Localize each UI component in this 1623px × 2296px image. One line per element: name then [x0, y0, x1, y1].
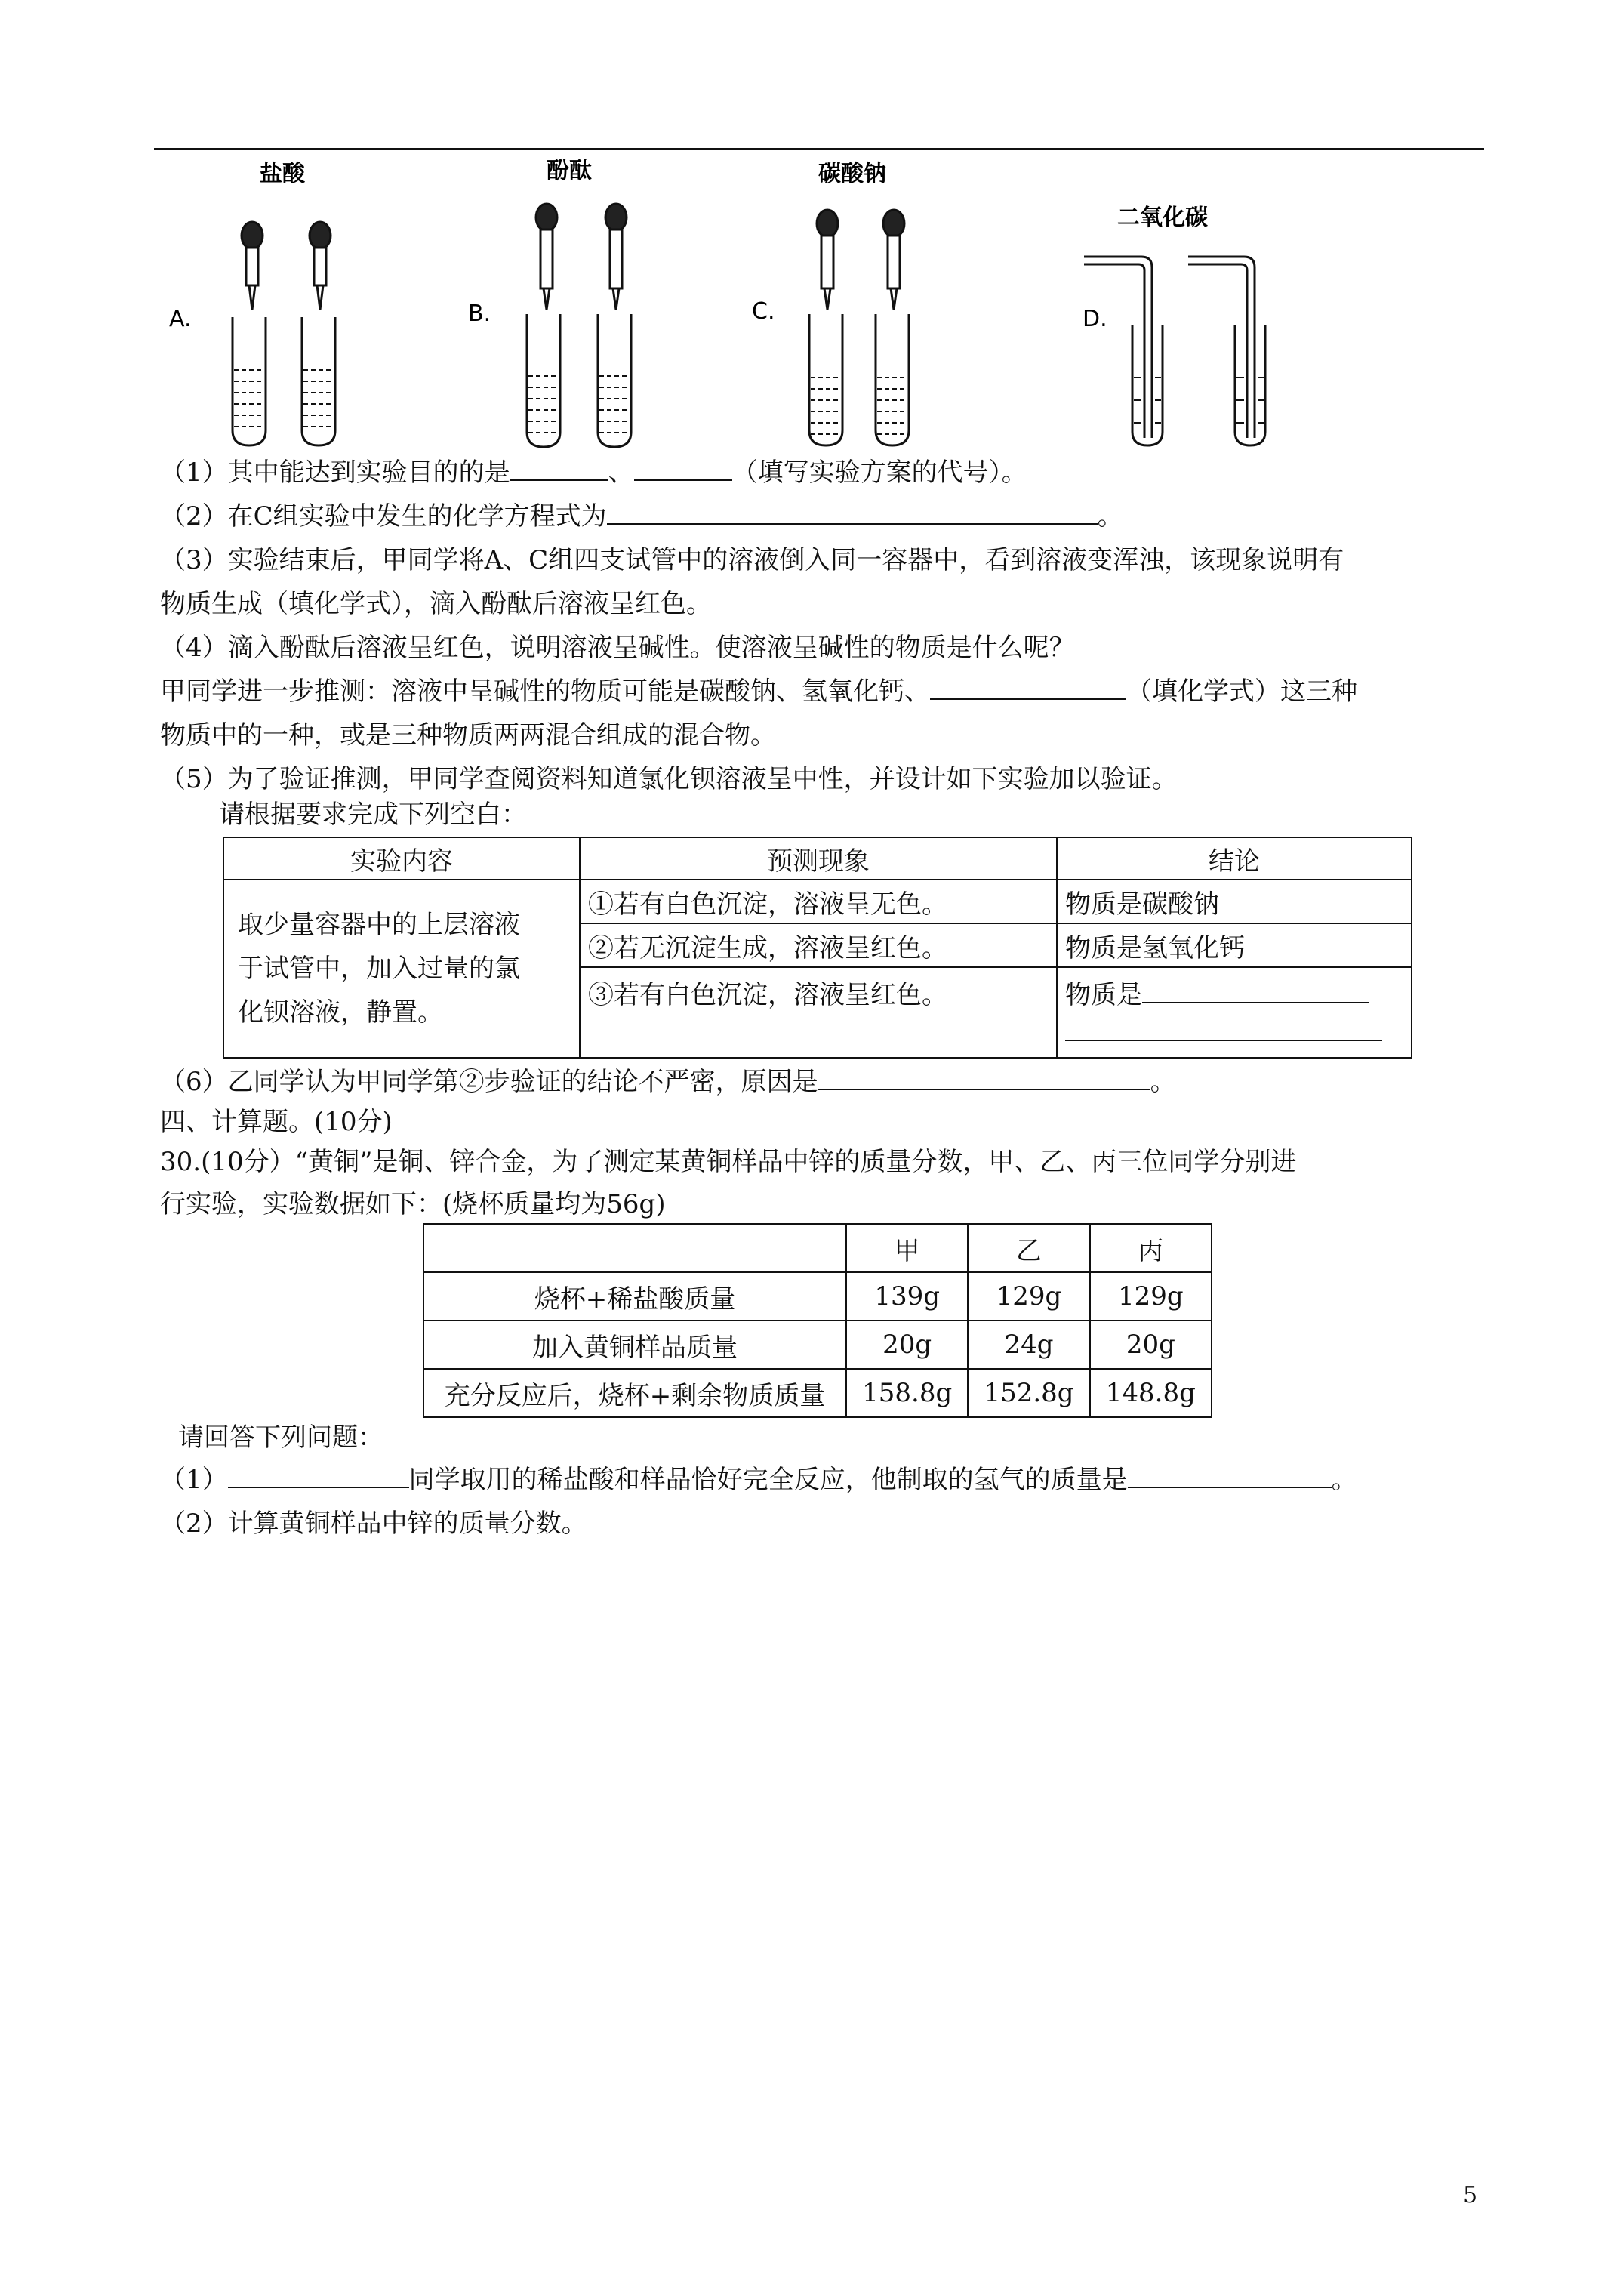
test-tube-icon: [809, 314, 842, 445]
phenomenon-cell: ③若有白色沉淀，溶液呈红色。: [580, 967, 1057, 1058]
dropper-icon: [883, 210, 904, 310]
group-c-reagent: 碳酸钠: [818, 161, 886, 187]
question-1: （1）其中能达到实验目的的是 、 （填写实验方案的代号）。: [160, 451, 1483, 495]
question-30-line1: 30.(10分）“黄铜”是铜、锌合金，为了测定某黄铜样品中锌的质量分数，甲、乙、丙三位同学分别进: [160, 1147, 1297, 1177]
test-tube-icon: [527, 314, 560, 447]
answer-blank[interactable]: [930, 671, 1126, 700]
group-b-letter: B.: [468, 300, 491, 327]
answer-blank[interactable]: [510, 452, 608, 481]
question-5-line1: （5）为了验证推测，甲同学查阅资料知道氯化钡溶液呈中性，并设计如下实验加以验证。: [160, 764, 1178, 794]
section-4-title: 四、计算题。(10分): [160, 1107, 393, 1137]
row-label: 充分反应后，烧杯+剩余物质质量: [423, 1369, 846, 1417]
page-number: 5: [1463, 2182, 1478, 2208]
dropper-icon: [536, 204, 557, 310]
row-label: 烧杯+稀盐酸质量: [423, 1272, 846, 1321]
table-header: 结论: [1057, 837, 1412, 880]
group-c: [752, 161, 909, 445]
question-30-prompt: 请回答下列问题：: [178, 1422, 383, 1453]
row-label: 加入黄铜样品质量: [423, 1321, 846, 1369]
question-30-sub1: （1） 同学取用的稀盐酸和样品恰好完全反应，他制取的氢气的质量是 。: [160, 1458, 1483, 1502]
test-tube-icon: [302, 317, 335, 445]
question-30-line2: 行实验，实验数据如下：(烧杯质量均为56g): [160, 1189, 666, 1219]
table-cell: 20g: [1090, 1321, 1212, 1369]
group-c-letter: C.: [752, 298, 775, 325]
answer-blank[interactable]: [818, 1062, 1150, 1090]
question-2: （2）在C组实验中发生的化学方程式为 。: [160, 495, 1483, 538]
answer-blank[interactable]: [1142, 975, 1369, 1003]
table-cell: 20g: [846, 1321, 968, 1369]
dropper-icon: [605, 204, 627, 310]
group-d-letter: D.: [1083, 306, 1107, 332]
question-4-line2: 甲同学进一步推测：溶液中呈碱性的物质可能是碳酸钠、氢氧化钙、 （填化学式）这三种: [160, 670, 1483, 713]
table-cell: 158.8g: [846, 1369, 968, 1417]
header-rule: [154, 148, 1484, 150]
question-4-line3: 物质中的一种，或是三种物质两两混合组成的混合物。: [160, 720, 776, 750]
question-6: （6）乙同学认为甲同学第②步验证的结论不严密，原因是 。: [160, 1060, 1483, 1104]
test-tube-icon: [876, 314, 909, 445]
table-header: 乙: [968, 1224, 1089, 1272]
group-a: [169, 161, 335, 445]
question-3-line2: 物质生成（填化学式），滴入酚酞后溶液呈红色。: [160, 589, 712, 619]
answer-blank[interactable]: [634, 452, 732, 481]
answer-blank[interactable]: [1065, 1017, 1382, 1041]
group-b: [468, 159, 631, 447]
conclusion-cell: 物质是碳酸钠: [1057, 880, 1412, 923]
answer-blank[interactable]: [1128, 1459, 1332, 1488]
phenomenon-cell: ①若有白色沉淀，溶液呈无色。: [580, 880, 1057, 923]
table-header: 实验内容: [223, 837, 580, 880]
test-tube-icon: [1235, 325, 1265, 445]
phenomenon-cell: ②若无沉淀生成，溶液呈红色。: [580, 923, 1057, 967]
experiment-content-cell: 取少量容器中的上层溶液 于试管中，加入过量的氯 化钡溶液，静置。: [223, 880, 580, 1058]
gas-tube-icon: [1084, 257, 1152, 438]
conclusion-cell: 物质是: [1057, 967, 1412, 1058]
table-cell: 129g: [1090, 1272, 1212, 1321]
answer-blank[interactable]: [607, 496, 1098, 525]
gas-tube-icon: [1188, 257, 1255, 438]
table-cell: 24g: [968, 1321, 1089, 1369]
group-d-reagent: 二氧化碳: [1117, 205, 1208, 231]
group-a-letter: A.: [169, 306, 192, 332]
table-header: 预测现象: [580, 837, 1057, 880]
question-3-line1: （3）实验结束后，甲同学将A、C组四支试管中的溶液倒入同一容器中，看到溶液变浑浊，该现象说明有: [160, 545, 1344, 575]
answer-blank[interactable]: [228, 1459, 409, 1488]
group-d: [1083, 205, 1265, 445]
test-tube-icon: [598, 314, 631, 447]
test-tube-icon: [1132, 325, 1163, 445]
experiment-figure: [154, 159, 1484, 461]
brass-data-table: [423, 1223, 1212, 1418]
table-header: [423, 1224, 846, 1272]
question-4-line1: （4）滴入酚酞后溶液呈红色，说明溶液呈碱性。使溶液呈碱性的物质是什么呢？: [160, 633, 1075, 663]
group-a-reagent: 盐酸: [260, 161, 305, 187]
group-b-reagent: 酚酞: [547, 159, 592, 184]
dropper-icon: [242, 222, 263, 310]
table-cell: 129g: [968, 1272, 1089, 1321]
dropper-icon: [817, 210, 838, 310]
question-30-sub2: （2）计算黄铜样品中锌的质量分数。: [160, 1509, 587, 1539]
verification-table: [223, 837, 1412, 1059]
table-cell: 139g: [846, 1272, 968, 1321]
conclusion-cell: 物质是氢氧化钙: [1057, 923, 1412, 967]
test-tube-icon: [233, 317, 266, 445]
table-cell: 148.8g: [1090, 1369, 1212, 1417]
table-header: 甲: [846, 1224, 968, 1272]
question-5-line2: 请根据要求完成下列空白：: [219, 800, 527, 830]
table-header: 丙: [1090, 1224, 1212, 1272]
dropper-icon: [310, 222, 331, 310]
table-cell: 152.8g: [968, 1369, 1089, 1417]
